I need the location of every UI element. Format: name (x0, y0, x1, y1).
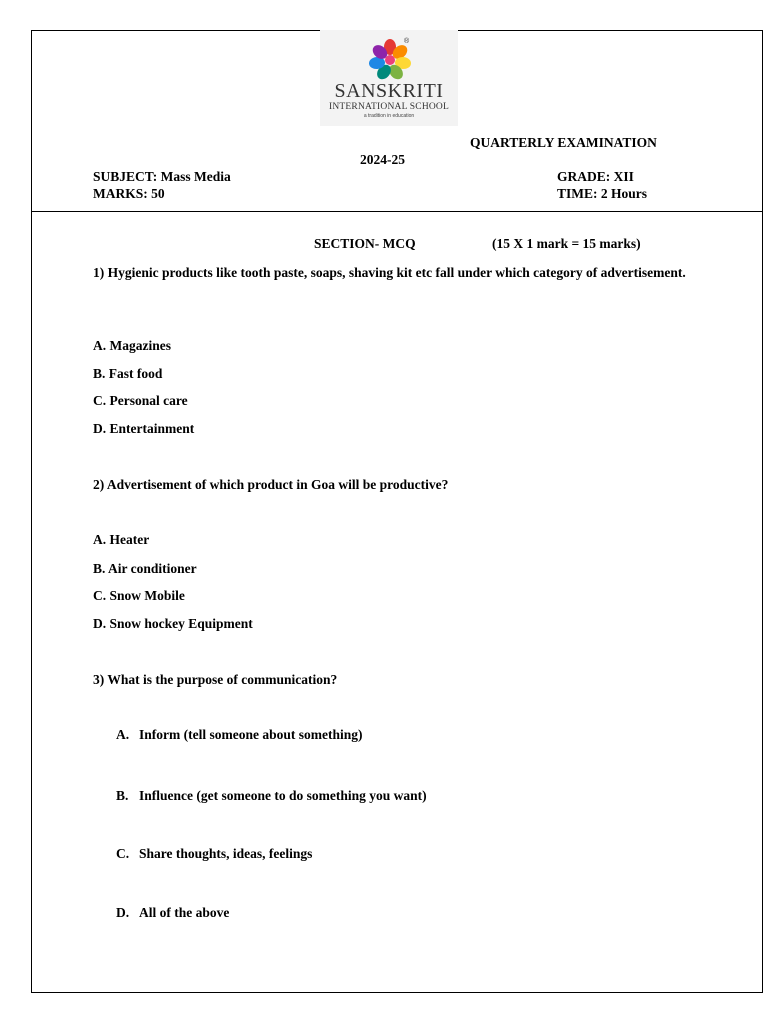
q3-option-c-text: Share thoughts, ideas, feelings (139, 846, 313, 861)
q1-option-c: C. Personal care (93, 393, 188, 408)
registered-mark: ® (404, 38, 410, 45)
time-label: TIME: 2 Hours (557, 186, 648, 201)
q2-option-b: B. Air conditioner (93, 561, 197, 576)
q3-option-b-text: Influence (get someone to do something you want) (139, 788, 427, 803)
q3-option-a-letter: A. (116, 727, 130, 742)
q2-option-c: C. Snow Mobile (93, 588, 185, 603)
q3-option-b-letter: B. (116, 788, 129, 803)
header-divider (31, 211, 763, 212)
q3-option-c-letter: C. (116, 846, 130, 861)
q3-option-d-letter: D. (116, 905, 130, 920)
exam-year: 2024-25 (360, 152, 405, 167)
subject-label: SUBJECT: Mass Media (93, 169, 231, 184)
grade-label: GRADE: XII (557, 169, 634, 184)
question-1-text: 1) Hygienic products like tooth paste, soaps, shaving kit etc fall under which category of advertisement. (93, 265, 686, 280)
logo-tagline: a tradition in education (363, 113, 415, 119)
logo-school-name: SANSKRITI (334, 80, 444, 102)
q3-option-d-text: All of the above (139, 905, 230, 920)
q1-option-d: D. Entertainment (93, 421, 195, 436)
question-3-text: 3) What is the purpose of communication? (93, 672, 338, 687)
question-2-text: 2) Advertisement of which product in Goa will be productive? (93, 477, 449, 492)
school-logo (320, 30, 458, 126)
q1-option-b: B. Fast food (93, 366, 163, 381)
q2-option-a: A. Heater (93, 532, 150, 547)
logo-subtitle: INTERNATIONAL SCHOOL (328, 102, 449, 112)
exam-title: QUARTERLY EXAMINATION (470, 135, 657, 150)
q1-option-a: A. Magazines (93, 338, 171, 353)
q2-option-d: D. Snow hockey Equipment (93, 616, 253, 631)
section-marks-note: (15 X 1 mark = 15 marks) (492, 236, 641, 251)
q3-option-a-text: Inform (tell someone about something) (139, 727, 363, 742)
flower-icon (320, 30, 458, 82)
section-title: SECTION- MCQ (314, 236, 416, 251)
marks-label: MARKS: 50 (93, 186, 165, 201)
